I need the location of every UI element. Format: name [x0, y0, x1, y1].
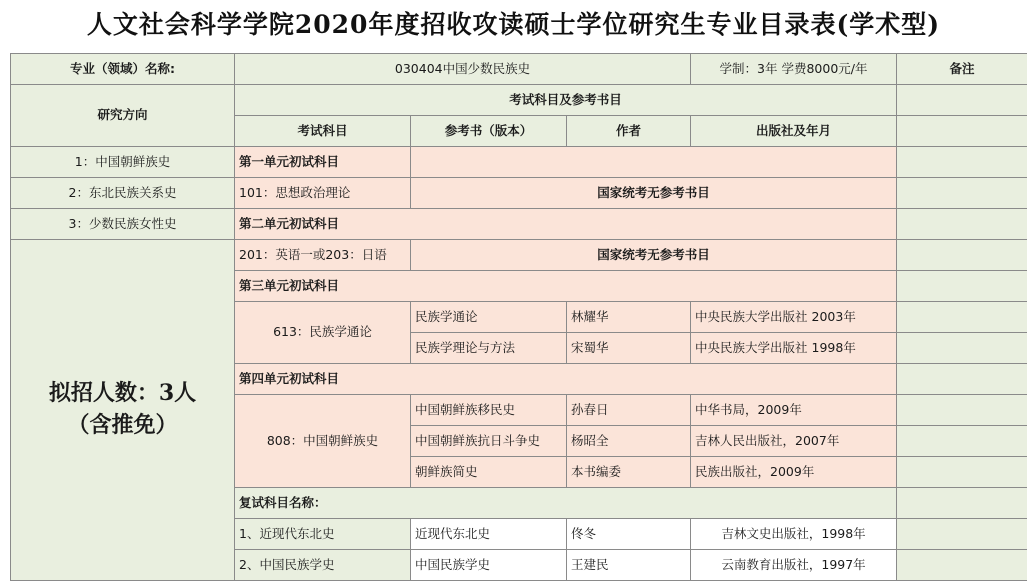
retest-label: 复试科目名称： — [235, 488, 897, 519]
book-title: 近现代东北史 — [411, 519, 567, 550]
unit1-row — [11, 147, 1027, 178]
header-row-1 — [11, 85, 1027, 116]
book-title: 中国朝鲜族移民史 — [411, 395, 567, 426]
remarks-cell — [897, 302, 1027, 333]
remarks-cell — [897, 519, 1027, 550]
page-title: 人文社会科学学院2020年度招收攻读硕士学位研究生专业目录表(学术型) — [86, 10, 941, 39]
col-author: 作者 — [567, 116, 691, 147]
unit-label: 第一单元初试科目 — [235, 147, 411, 178]
book-author: 宋蜀华 — [567, 333, 691, 364]
remarks-cell — [897, 240, 1027, 271]
remarks-cell — [897, 178, 1027, 209]
exam-books-label: 考试科目及参考书目 — [235, 85, 897, 116]
enrollment-count — [11, 240, 235, 581]
enrollment-line2: （含推免） — [67, 412, 178, 438]
direction-item: 1：中国朝鲜族史 — [11, 147, 235, 178]
col-publisher: 出版社及年月 — [691, 116, 897, 147]
remarks-cell — [897, 395, 1027, 426]
remarks-cell — [897, 550, 1027, 581]
direction-item: 2：东北民族关系史 — [11, 178, 235, 209]
remarks-cell — [897, 333, 1027, 364]
remarks-cell — [897, 147, 1027, 178]
direction-label: 研究方向 — [11, 85, 235, 147]
book-publisher: 中央民族大学出版社 1998年 — [691, 333, 897, 364]
exam-subject: 201：英语一或203：日语 — [235, 240, 411, 271]
exam-subject: 613：民族学通论 — [235, 302, 411, 364]
unit-label: 第三单元初试科目 — [235, 271, 897, 302]
book-author: 王建民 — [567, 550, 691, 581]
book-publisher: 中华书局，2009年 — [691, 395, 897, 426]
remarks-cell — [897, 85, 1027, 116]
unit2-subject-row — [11, 240, 1027, 271]
book-title: 民族学理论与方法 — [411, 333, 567, 364]
retest-subject: 1、近现代东北史 — [235, 519, 411, 550]
major-row — [11, 54, 1027, 85]
remarks-cell — [897, 426, 1027, 457]
book-author: 林耀华 — [567, 302, 691, 333]
book-title: 朝鲜族简史 — [411, 457, 567, 488]
col-book: 参考书（版本） — [411, 116, 567, 147]
duration-fee: 学制：3年 学费8000元/年 — [691, 54, 897, 85]
direction-item: 3：少数民族女性史 — [11, 209, 235, 240]
book-author: 孙春日 — [567, 395, 691, 426]
major-value: 030404中国少数民族史 — [235, 54, 691, 85]
book-title: 民族学通论 — [411, 302, 567, 333]
book-author: 杨昭全 — [567, 426, 691, 457]
enrollment-line1: 拟招人数：3人 — [48, 380, 197, 407]
remarks-cell — [897, 209, 1027, 240]
unit-label: 第二单元初试科目 — [235, 209, 897, 240]
major-label: 专业（领域）名称: — [11, 54, 235, 85]
book-publisher: 吉林人民出版社，2007年 — [691, 426, 897, 457]
book-publisher: 中央民族大学出版社 2003年 — [691, 302, 897, 333]
book-publisher: 云南教育出版社，1997年 — [691, 550, 897, 581]
exam-subject: 808：中国朝鲜族史 — [235, 395, 411, 488]
no-reference-note: 国家统考无参考书目 — [411, 240, 897, 271]
remarks-cell — [897, 457, 1027, 488]
remarks-cell — [897, 116, 1027, 147]
book-publisher: 民族出版社，2009年 — [691, 457, 897, 488]
book-title: 中国民族学史 — [411, 550, 567, 581]
catalog-table — [10, 53, 1027, 581]
unit-label: 第四单元初试科目 — [235, 364, 897, 395]
unit1-subject-row — [11, 178, 1027, 209]
book-author: 佟冬 — [567, 519, 691, 550]
unit2-row — [11, 209, 1027, 240]
remarks-cell — [897, 364, 1027, 395]
unit-blank — [411, 147, 897, 178]
book-publisher: 吉林文史出版社，1998年 — [691, 519, 897, 550]
remarks-label: 备注 — [897, 54, 1027, 85]
retest-subject: 2、中国民族学史 — [235, 550, 411, 581]
remarks-cell — [897, 271, 1027, 302]
book-author: 本书编委 — [567, 457, 691, 488]
exam-subject: 101：思想政治理论 — [235, 178, 411, 209]
remarks-cell — [897, 488, 1027, 519]
col-subject: 考试科目 — [235, 116, 411, 147]
no-reference-note: 国家统考无参考书目 — [411, 178, 897, 209]
book-title: 中国朝鲜族抗日斗争史 — [411, 426, 567, 457]
